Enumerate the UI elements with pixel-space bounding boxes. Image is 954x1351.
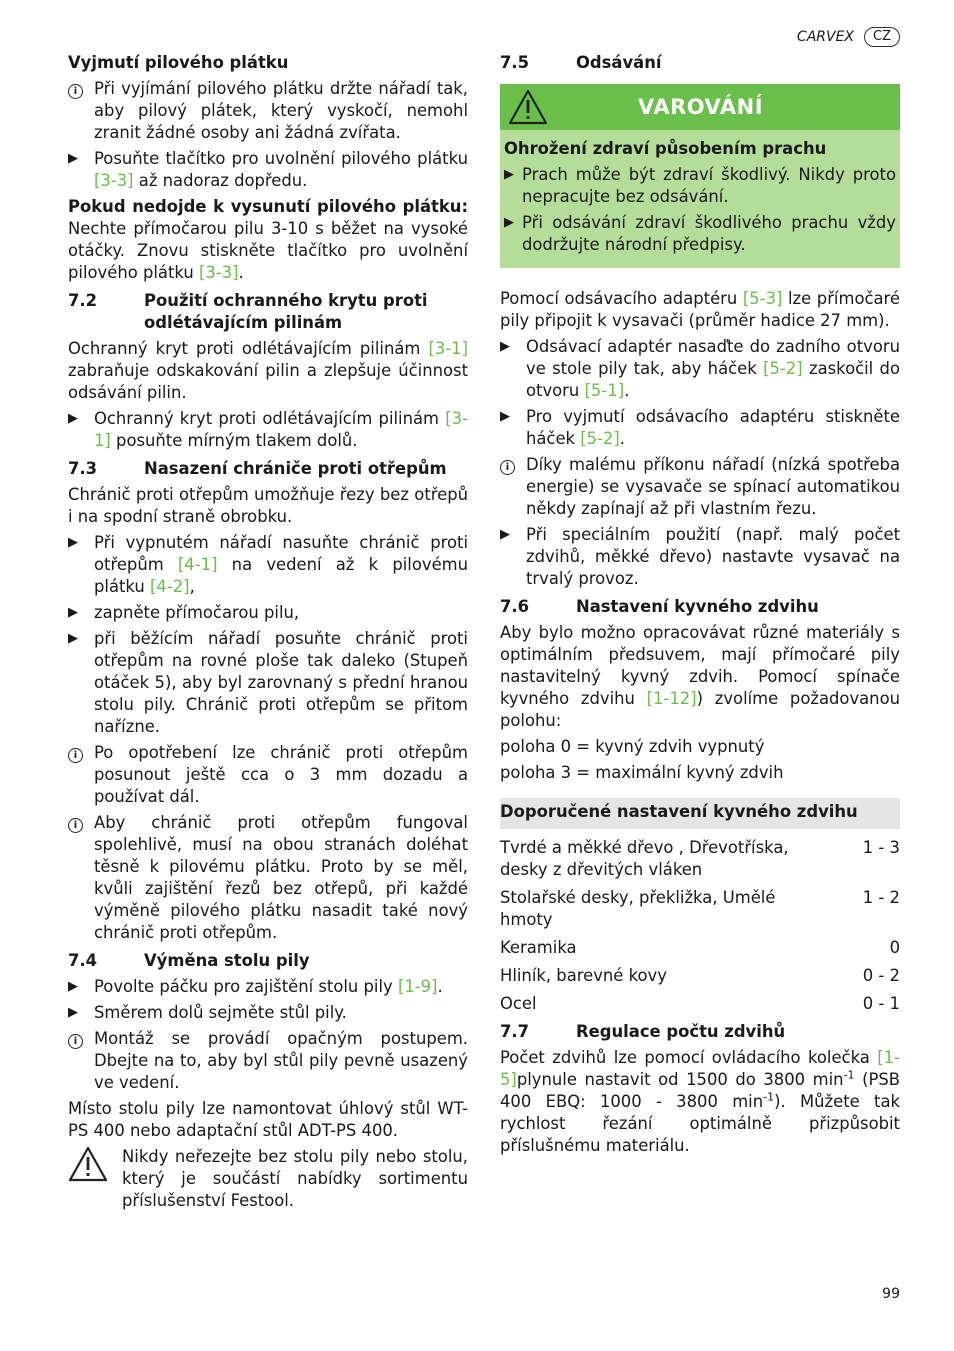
section-number: 7.3: [68, 459, 98, 478]
value-cell: 1 - 2: [862, 888, 900, 907]
warning-box: [500, 84, 900, 268]
paragraph-7-2: [68, 338, 468, 404]
figure-ref: [4-2]: [150, 577, 190, 596]
warning-triangle-icon: [68, 1146, 122, 1212]
step-text: Povolte páčku pro zajištění stolu pily: [94, 977, 398, 996]
table-row: [500, 937, 900, 959]
paragraph-text: zabraňuje odskakování pilin a zlepšuje účinnost odsávání pilin.: [68, 361, 468, 402]
right-column: [500, 52, 900, 1161]
info-item: [68, 812, 468, 944]
table-header: Doporučené nastavení kyvného zdvihu: [500, 798, 900, 829]
paragraph-text: Počet zdvihů lze pomocí ovládacího kolečka: [500, 1048, 878, 1067]
value-cell: 1 - 3: [862, 838, 900, 857]
caution-text: Nikdy neřezejte bez stolu pily nebo stolu, který je součástí nabídky sortimentu příslušenství Festool.: [122, 1147, 468, 1210]
paragraph-text: Pomocí odsávacího adaptéru: [500, 289, 743, 308]
arrow-bullet-icon: ▶: [68, 631, 78, 646]
step-item: [68, 628, 468, 738]
paragraph-7-5: [500, 288, 900, 332]
step-text: .: [619, 429, 626, 448]
figure-ref: [3-3]: [94, 171, 134, 190]
paragraph-7-7: [500, 1047, 900, 1157]
heading-remove-blade: Vyjmutí pilového plátku: [68, 53, 289, 72]
figure-ref: [3-1]: [428, 339, 468, 358]
position-3-text: poloha 3 = maximální kyvný zdvih: [500, 763, 784, 782]
section-heading-7-3: [68, 458, 468, 480]
brand-label: CARVEX: [796, 29, 855, 45]
superscript: -1: [843, 1068, 855, 1082]
paragraph-text: ). Můžete tak rychlost řezání optimálně přizpůsobit příslušnému materiálu.: [500, 1092, 901, 1155]
section-heading-7-6: [500, 596, 900, 618]
step-text: až nadoraz dopředu.: [133, 171, 308, 190]
figure-ref: [3-1]: [94, 409, 468, 450]
table-row: [500, 887, 900, 931]
step-text: na vedení až k pilovému plátku: [94, 555, 469, 596]
figure-ref: [5-3]: [742, 289, 783, 308]
section-title: Nasazení chrániče proti otřepům: [144, 459, 447, 478]
section-number: 7.2: [68, 291, 98, 310]
section-title: Regulace počtu zdvihů: [576, 1022, 786, 1041]
page-number: 99: [882, 1286, 900, 1302]
info-icon: i: [500, 454, 526, 520]
warning-title: VAROVÁNÍ: [638, 95, 764, 119]
section-number: 7.4: [68, 951, 98, 970]
step-item: [500, 406, 900, 450]
step-item: [500, 524, 900, 590]
info-item: [500, 454, 900, 520]
material-cell: Ocel: [500, 994, 537, 1013]
warning-text: Při odsávání zdraví škodlivého prachu vždy dodržujte národní předpisy.: [522, 213, 896, 254]
info-text: Po opotřebení lze chránič proti otřepům posunout ještě cca o 3 mm dozadu a používat dál.: [94, 743, 468, 806]
caution-item: [68, 1146, 468, 1212]
paragraph-text: Ochranný kryt proti odlétávajícím pilinám: [68, 339, 429, 358]
step-text: Směrem dolů sejměte stůl pily.: [94, 1003, 347, 1022]
step-text: při běžícím nářadí posuňte chránič proti otřepům na rovné ploše tak daleko (Stupeň otáček 5), aby byl zarovnaný s přední hranou stolu pily. Chránič proti otřepům se přitom nařízne.: [94, 629, 468, 736]
step-text: Ochranný kryt proti odlétávajícím pilinám: [94, 409, 446, 428]
step-text: Při vypnutém nářadí nasuňte chránič proti otřepům: [94, 533, 468, 574]
step-text: zapněte přímočarou pilu,: [94, 603, 300, 622]
arrow-bullet-icon: ▶: [68, 411, 78, 426]
figure-ref: [5-2]: [580, 429, 620, 448]
step-item: [68, 1002, 468, 1024]
figure-ref: [1-12]: [646, 689, 697, 708]
warning-body: [500, 130, 900, 264]
step-item: [68, 408, 468, 452]
info-item: [68, 742, 468, 808]
warning-triangle-icon: [508, 89, 548, 125]
info-icon: i: [68, 78, 94, 144]
arrow-bullet-icon: ▶: [504, 215, 514, 230]
paragraph-text: .: [238, 263, 244, 282]
superscript: -1: [763, 1090, 775, 1104]
arrow-bullet-icon: ▶: [68, 535, 78, 550]
language-badge: CZ: [864, 27, 900, 47]
step-text: zaskočil do otvoru: [526, 359, 900, 400]
figure-ref: [5-2]: [763, 359, 803, 378]
figure-ref: [1-5]: [500, 1048, 900, 1089]
step-text: Posuňte tlačítko pro uvolnění pilového plátku: [94, 149, 468, 168]
material-cell: Keramika: [500, 938, 577, 957]
arrow-bullet-icon: ▶: [500, 339, 510, 354]
info-icon: i: [68, 812, 94, 944]
warning-item: [504, 212, 896, 256]
material-cell: Stolařské desky, překližka, Umělé hmoty: [500, 888, 776, 929]
step-item: [68, 976, 468, 998]
arrow-bullet-icon: ▶: [500, 409, 510, 424]
step-item: [500, 336, 900, 402]
table-row: [500, 993, 900, 1015]
paragraph-text: (PSB 400 EBQ: 1000 - 3800 min: [500, 1070, 900, 1111]
material-cell: Hliník, barevné kovy: [500, 966, 667, 985]
paragraph-text: Aby bylo možno opracovávat různé materiály s optimálním předsuvem, mají přímočaré pily nastavitelný kyvný zdvih. Pomocí spínače kyvného zdvihu: [500, 623, 900, 708]
section-heading-7-5: [500, 52, 900, 74]
left-column: [68, 52, 468, 1212]
section-heading-7-2: [68, 290, 468, 334]
paragraph-7-3: Chránič proti otřepům umožňuje řezy bez otřepů i na spodní straně obrobku.: [68, 485, 468, 526]
bold-lead: Pokud nedojde k vysunutí pilového plátku:: [68, 197, 468, 216]
paragraph-7-4: Místo stolu pily lze namontovat úhlový stůl WT-PS 400 nebo adaptační stůl ADT-PS 400.: [68, 1099, 468, 1140]
figure-ref: [4-1]: [177, 555, 218, 574]
figure-ref: [5-1]: [584, 381, 625, 400]
paragraph-7-6: [500, 622, 900, 732]
step-text: Pro vyjmutí odsávacího adaptéru stiskněte háček: [526, 407, 900, 448]
info-item: [68, 1028, 468, 1094]
info-icon: i: [68, 742, 94, 808]
warning-subtitle: Ohrožení zdraví působením prachu: [504, 139, 827, 158]
step-text: .: [437, 977, 443, 996]
section-title: Výměna stolu pily: [144, 951, 310, 970]
step-text: posuňte mírným tlakem dolů.: [110, 431, 358, 450]
section-number: 7.6: [500, 597, 530, 616]
info-text: Aby chránič proti otřepům fungoval spolehlivě, musí na obou stranách doléhat těsně k pilovému plátku. Proto by se měl, kvůli zajištění řezů bez otřepů, při každé výměně pilového plátku nasadit také nový chránič proti otřepům.: [94, 813, 468, 942]
info-text: Montáž se provádí opačným postupem. Dbejte na to, aby byl stůl pily pevně usazený ve vedení.: [94, 1029, 468, 1092]
warning-item: [504, 164, 896, 208]
section-number: 7.7: [500, 1022, 530, 1041]
step-text: .: [624, 381, 630, 400]
arrow-bullet-icon: ▶: [500, 527, 510, 542]
paragraph-text: Nechte přímočarou pilu 3-10 s běžet na vysoké otáčky. Znovu stiskněte tlačítko pro uvolnění pilového plátku: [68, 219, 468, 282]
paragraph-text: lze přímočaré pily připojit k vysavači (průměr hadice 27 mm).: [500, 289, 900, 330]
figure-ref: [3-3]: [198, 263, 239, 282]
info-text: Při vyjímání pilového plátku držte nářadí tak, aby pilový plátek, který vyskočí, nemohl zranit žádné osoby ani žádná zvířata.: [94, 79, 468, 142]
arrow-bullet-icon: ▶: [68, 605, 78, 620]
arrow-bullet-icon: ▶: [68, 979, 78, 994]
value-cell: 0: [889, 938, 900, 957]
paragraph-blade-stuck: [68, 196, 468, 284]
info-text: Díky malému příkonu nářadí (nízká spotřeba energie) se vysavače se spínací automatikou někdy zapínají až při vlastním řezu.: [526, 455, 900, 518]
figure-ref: [1-9]: [397, 977, 438, 996]
section-title: Odsávání: [576, 53, 662, 72]
warning-header: [500, 84, 900, 130]
step-text: Odsávací adaptér nasaďte do zadního otvoru ve stole pily tak, aby háček: [526, 337, 900, 378]
step-item: [68, 532, 468, 598]
paragraph-text: ) zvolíme požadovanou polohu:: [500, 689, 900, 730]
page-header: [797, 26, 900, 48]
arrow-bullet-icon: ▶: [504, 167, 514, 182]
section-number: 7.5: [500, 53, 530, 72]
value-cell: 0 - 2: [862, 966, 900, 985]
step-item: [68, 148, 468, 192]
arrow-bullet-icon: ▶: [68, 1005, 78, 1020]
value-cell: 0 - 1: [862, 994, 900, 1013]
table-row: [500, 837, 900, 881]
arrow-bullet-icon: ▶: [68, 151, 78, 166]
step-text: ,: [189, 577, 195, 596]
info-icon: i: [68, 1028, 94, 1094]
section-title: Nastavení kyvného zdvihu: [576, 597, 819, 616]
section-title: Použití ochranného krytu proti odlétávajícím pilinám: [144, 291, 428, 332]
step-text: Při speciálním použití (např. malý počet zdvihů, měkké dřevo) nastavte vysavač na trvalý provoz.: [526, 525, 900, 588]
warning-text: Prach může být zdraví škodlivý. Nikdy proto nepracujte bez odsávání.: [522, 165, 896, 206]
table-row: [500, 965, 900, 987]
info-item: [68, 78, 468, 144]
position-0-text: poloha 0 = kyvný zdvih vypnutý: [500, 737, 765, 756]
step-item: [68, 602, 468, 624]
section-heading-7-7: [500, 1021, 900, 1043]
material-cell: Tvrdé a měkké dřevo , Dřevotříska, desky z dřevitých vláken: [500, 838, 789, 879]
section-heading-7-4: [68, 950, 468, 972]
paragraph-text: plynule nastavit od 1500 do 3800 min: [516, 1070, 844, 1089]
